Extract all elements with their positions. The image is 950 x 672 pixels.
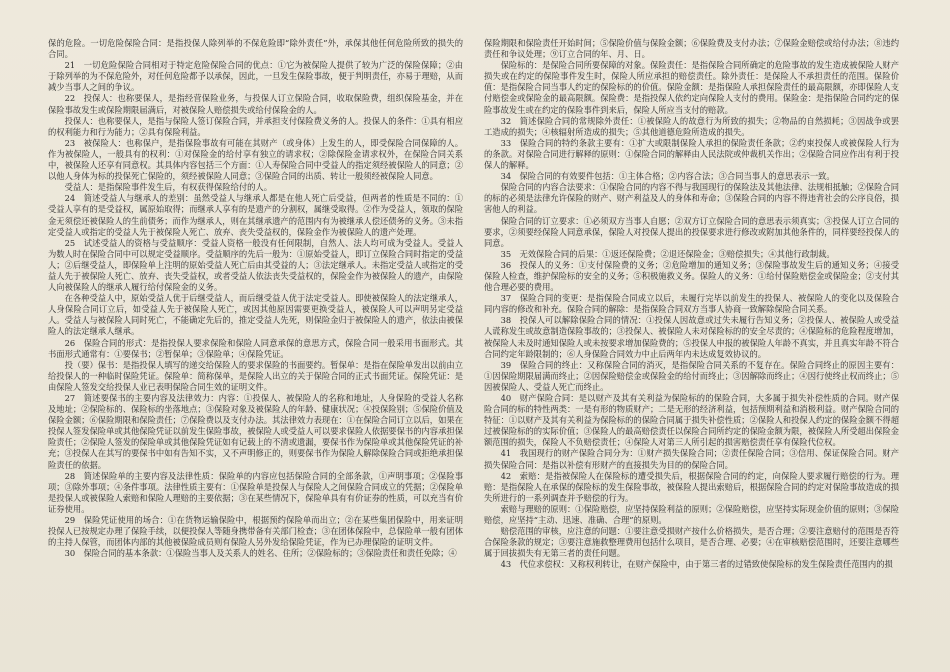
- left-paragraph: 保的危险。一切危险保险合同：是指投保人除列举的不保危险即“除外责任”外，承保其他任何危险所致的损失的合同。: [48, 38, 463, 60]
- right-paragraph: 41 我国现行的财产保险合同分为：①财产损失保险合同；②责任保险合同；③信用、保证保险合同。财产损失保险合同：是指以补偿有形财产的直接损失为目的的保险合同。: [484, 448, 899, 470]
- right-paragraph: 38 投保人可以解除保险合同的情况：①投保人因故意或过失未履行告知义务；②投保人、被保险人或受益人谎称发生或故意制造保险事故的；③投保人、被保险人未对保险标的的安全尽责的；④保险标的危险程度增加，被保险人未及时通知保险人或未按要求增加保险费的；⑤投保人申报的被保险人年龄不真实，并且真实年龄不符合合同约定年龄限制的；⑥人身保险合同效力中止后两年内未达成复效协议的。: [484, 315, 899, 359]
- right-paragraph: 34 保险合同的有效要件包括：①主体合格；②内容合法；③合同当事人的意思表示一致。: [500, 171, 835, 182]
- right-paragraph: 37 保险合同的变更：是指保险合同成立以后，未履行完毕以前发生的投保人、被保险人的变化以及保险合同内容的修改和补充。保险合同的解除：是指保险合同双方当事人协商一致解除保险合同关系。: [484, 293, 899, 315]
- right-paragraph: 43 代位求偿权：又称权利转让，在财产保险中，由于第三者的过错致使保险标的发生保险责任范围内的损: [500, 559, 893, 570]
- left-paragraph: 30 保险合同的基本条款：①保险当事人及关系人的姓名、住所；②保险标的；③保险责任和责任免除；④: [64, 548, 457, 559]
- right-paragraph: 33 保险合同的特约条款主要有：①扩大或限制保险人承担的保险责任条款；②约束投保人或被保险人行为的条款。对保险合同进行解释的原则：①保险合同的解释由人民法院或仲裁机关作出；②保险合同应作出有利于投保人的解释。: [484, 137, 899, 171]
- right-paragraph: 保险合同的内容合法要求：①保险合同的内容不得与我国现行的保险法及其他法律、法规相抵触；②保险合同的标的必须是法律允许保险的财产、财产利益及人的身体和寿命；③保险合同的内容不得违背社会的公序良俗，损害他人的利益。: [484, 182, 899, 215]
- right-paragraph: 赔偿范围的审核，应注意的问题：①要注意受损财产按什么价格损失，是否合理；②要注意赔付的范围是否符合保险条款的规定；③要注意施救整理费用包括什么项目，是否合理、必要；④在审核赔偿范围时，还要注意哪些属于回拔损失有无第三者的责任问题。: [484, 526, 899, 559]
- left-paragraph: 投保人：也称要保人，是指与保险人签订保险合同，并承担支付保险费义务的人。投保人的条件：①具有相应的权利能力和行为能力；②具有保险利益。: [48, 115, 463, 137]
- left-paragraph: 26 保险合同的形式：是指投保人要求保险和保险人同意承保的意思方式，保险合同一般采用书面形式。其书面形式通常有：①要保书；②暂保单；③保险单；④保险凭证。: [48, 337, 463, 359]
- right-paragraph: 32 简述保险合同的常规除外责任：①被保险人的故意行为所致的损失；②物品的自然损耗；③因战争或罢工造成的损失；④核辐射所造成的损失；⑤其他道德危险所造成的损失。: [484, 115, 899, 137]
- left-paragraph: 受益人：是指保险事件发生后，有权获得保险给付的人。: [64, 182, 273, 193]
- left-paragraph: 29 保险凭证使用的场合：①在货物运输保险中，根据预约保险单而出立；②在某些集团保险中，用来证明投保人已按规定办理了保险手续，以便投保人等随身携带备有关部门检查；③在团体保险中，总保险单一般有团体的主持人保管，而团体内部的其他被保险成员则有保险人另外发给保险凭证，作为已办理保险的证明文件。: [48, 515, 463, 548]
- right-paragraph: 42 索赔：是指被保险人在保险标的遭受损失后，根据保险合同的约定，向保险人要求履行赔偿的行为。理赔：是指保险人在承保的保险标的发生保险事故，被保险人提出索赔后，根据保险合同的约定对保险事故造成的损失所进行的一系列调查并予赔偿的行为。: [484, 470, 899, 503]
- left-paragraph: 28 简述保险单的主要内容及法律性质：保险单的内容应包括保险合同的全部条款，①声明事项；②保险事项；③除外事项；④条件事项。法律性质主要有：①保险单是投保人与保险人之间保险合同成立的凭据；②保险单是投保人或被保险人索赔和保险人理赔的主要依据；③在某些情况下，保险单具有有价证券的性质，可以充当有价证券使用。: [48, 470, 463, 514]
- left-paragraph: 23 被保险人：也称保户，是指保险事故有可能在其财产（或身体）上发生的人，即受保险合同保障的人。作为被保险人，一般具有的权利：①对保险金的给付享有独立的请求权；②除保险金请求权外，在保险合同关系中，被保险人还享有同意权。其具体内容包括三个方面：①人寿保险合同中受益人的指定须经被保险人的同意；②以他人身体为标的投保死亡保险的，须经被保险人同意；③保险合同的出质、转让一般须经被保险人同意。: [48, 137, 463, 182]
- left-paragraph: 25 试述受益人的资格与受益顺序：受益人资格一般没有任何限制，自然人、法人均可成为受益人。受益人为数人时在保险合同中可以规定受益顺序。受益顺序的先后一般为：①原始受益人，即订立保险合同时指定的受益人；②后继受益人，即保险单上注明的原始受益人死亡后由其受益的人；③法定继承人。未指定受益人或指定的受益人先于被保险人死亡、放弃、丧失受益权，或者受益人依法丧失受益权的，保险金作为被保险人的遗产，由保险人向被保险人的继承人履行给付保险金的义务。: [48, 237, 463, 293]
- right-paragraph: 保险合同的订立要求：①必须双方当事人自愿；②双方订立保险合同的意思表示须真实；③投保人订立合同的要求，②须要经保险人同意承保，保险人对投保人提出的投保要求进行修改或附加其他条件的，同样要经投保人的同意。: [484, 215, 899, 248]
- right-paragraph: 40 财产保险合同：是以财产及其有关利益为保险标的的保险合同，大多属于损失补偿性质的合同。财产保险合同的标的特性两类：一是有形的物质财产；二是无形的经济利益，包括预期利益和消极利益。财产保险合同的特征：①以财产及其有关利益为保险标的的保险合同属于损失补偿性质；②保险人和投保人约定的保险金额不得超过被保险标的的实际价值；③保险人的最高赔偿责任以保险合同所约定的保险金额为限，被保险人所受超出保险金额范围的损失，保险人不负赔偿责任；④保险人对第三人所引起的损害赔偿责任享有保险代位权。: [484, 393, 899, 448]
- left-paragraph: 投（要）保书：是指投保人填写的递交给保险人的要求保险的书面要约。暂保单：是指在保险单发出以前由立给投保人的一种临时保险凭证。保险单：简称保单，是保险人出立的关于保险合同的正式书面凭证。保险凭证：是由保险人签发交给投保人业已表明保险合同生效的证明文件。: [48, 359, 463, 392]
- right-paragraph: 索赔与理赔的原则：①保险赔偿，应坚持保险利益的原则；②保险赔偿，应坚持实际现金价值的原则；③保险赔偿，应坚持“主动、迅速、准确、合理”的原则。: [484, 503, 899, 526]
- right-paragraph: 保险期限和保险责任开始时间；⑤保险价值与保险金额；⑥保险费及支付办法；⑦保险金赔偿或给付办法；⑧违约责任和争议处理；⑨订立合同的年、月、日。: [484, 38, 899, 60]
- right-paragraph: 35 无效保险合同的后果：①返还保险费；②退还保险金；③赔偿损失；④其他行政制裁。: [500, 248, 835, 259]
- right-column: [484, 38, 899, 634]
- left-column: [48, 38, 463, 634]
- right-paragraph: 36 投保人的义务：①支付保险费的义务；②危险增加的通知义务；③保险事故发生后的通知义务；④接受保险人检查，维护保险标的安全的义务；⑤积极施救义务。保险人的义务：①给付保险赔偿金或保险金；②支付其他合理必要的费用。: [484, 259, 899, 293]
- left-paragraph: 27 简述要保书的主要内容及法律效力：内容：①投保人、被保险人的名称和地址，人身保险的受益人名称及地址；②保险标的、保险标的坐落地点；③保险对象及被保险人的年龄、健康状况；④投保险别；⑤保险价值及保险金额；⑥保险期限和保险责任；⑦保险费以及支付办法。其法律效力表现在：①在保险合同订立以后，如果在投保人签发保险单或其他保险凭证以前发生保险事故，被保险人或受益人可以要求保险人依据要保书的内容承担保险责任；②保险人签发的保险单或其他保险凭证如有记载上的不清或遗漏，要保书作为保险单或其他保险凭证的补充；③投保人在其写的要保书中如有告知不实，又不声明修正的，则要保书作为保险人解除保险合同或拒绝承担保险责任的依据。: [48, 393, 463, 470]
- left-paragraph: 在各种受益人中，原始受益人优于后继受益人，而后继受益人优于法定受益人。即使被保险人的法定继承人，人身保险合同订立后，如受益人先于被保险人死亡，或因其他原因需要更换受益人，被保险人可以声明另定受益人。受益人与被保险人同时死亡，不能确定先后的，推定受益人先死，则保险金归于被保险人的遗产，依法由被保险人的法定继承人继承。: [48, 293, 463, 337]
- left-paragraph: 24 简述受益人与继承人的差别：虽然受益人与继承人都是在他人死亡后受益，但两者的性质是不同的：①受益人享有的是受益权，属原始取得；而继承人享有的是遗产的分割权，属继受取得。②作为受益人，领取的保险金无须偿还被保险人的生前债务；而作为继承人，则在其继承遗产的范围内有为被继承人偿还债务的义务。③未指定受益人或指定的受益人先于被保险人死亡、放弃、丧失受益权的，保险金作为被保险人的遗产处理。: [48, 193, 463, 237]
- left-paragraph: 22 投保人：也称要保人，是指经营保险业务，与投保人订立保险合同，收取保险费，组织保险基金，并在保险事故发生或保险期限届满后，对被保险人赔偿损失或给付保险金的人。: [48, 93, 463, 115]
- left-paragraph: 21 一切危险保险合同相对于特定危险保险合同的优点：①它为被保险人提供了较为广泛的保险保障；②由于除列举的为不保危险外，对任何危险都予以承保，因此，一旦发生保险事故，便于判明责任，亦易于理赔，从而减少当事人之间的争议。: [48, 60, 463, 93]
- right-paragraph: 保险标的：是保险合同所要保障的对象。保险责任：是指保险合同所确定的危险事故的发生造成被保险人财产损失或在约定的保险事件发生时，保险人所应承担的赔偿责任。除外责任：是保险人不承担责任的范围。保险价值：是指保险合同当事人约定的保险标的的价值。保险金额：是指保险人承担保险责任的最高限额，亦即保险人支付赔偿金或保险金的最高限额。保险费：是指投保人依约定向保险人支付的费用。保险金：是指保险合同约定的保险事故发生或在约定的保险事件到来后，保险人所应当支付的赔款。: [484, 60, 899, 115]
- right-paragraph: 39 保险合同的终止：又称保险合同的消灭，是指保险合同关系的不复存在。保险合同终止的原因主要有：①因保险期限届满而终止；②因保险赔偿金或保险金的给付而终止；③因解除而终止；④因行使终止权而终止；⑤因被保险人、受益人死亡而终止。: [484, 359, 899, 392]
